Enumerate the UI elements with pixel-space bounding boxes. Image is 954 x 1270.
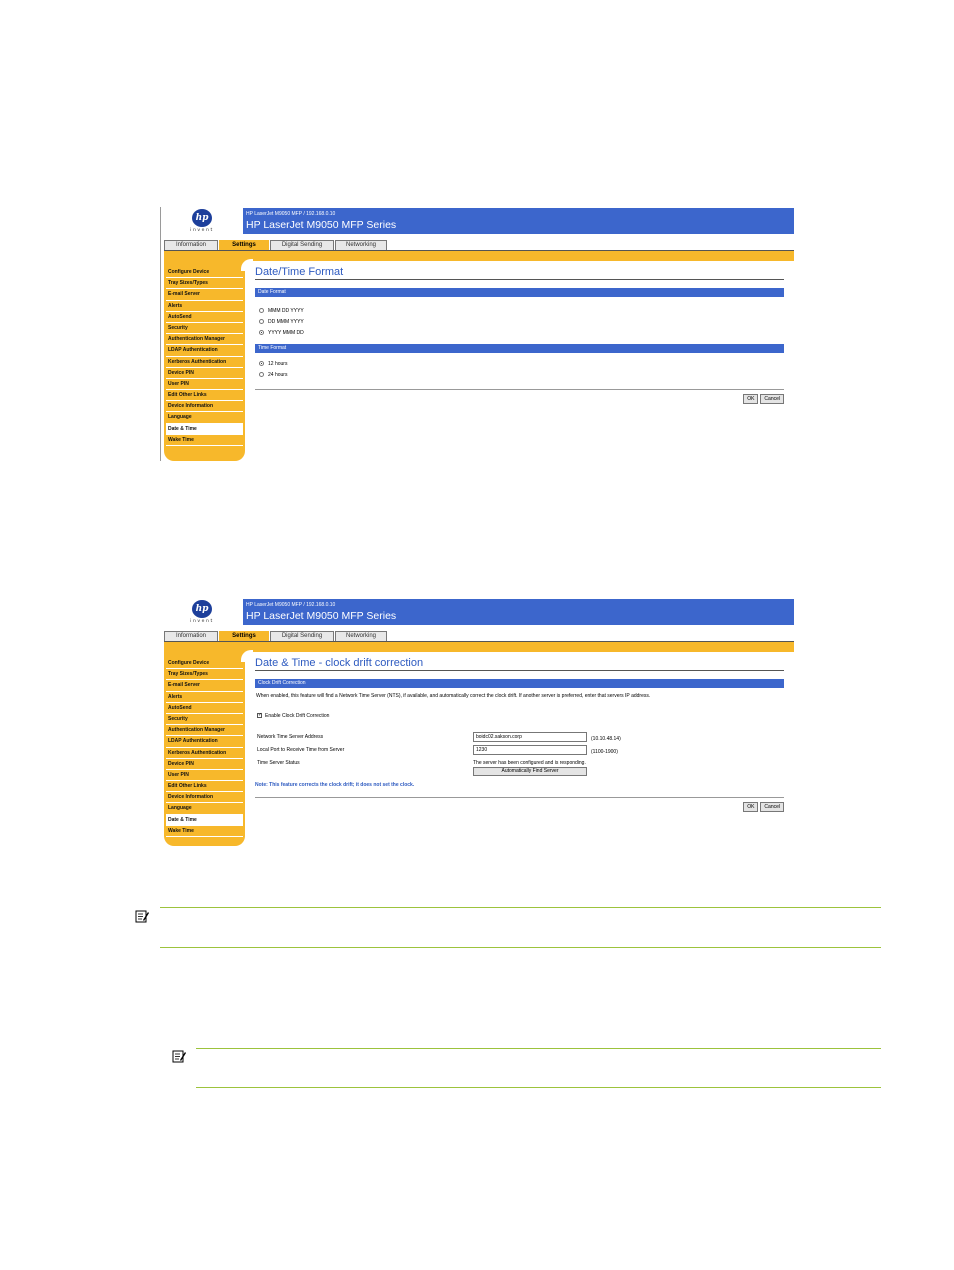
header-banner	[243, 208, 794, 234]
nts-address-input[interactable]: boidc02.sakson.corp	[473, 732, 587, 742]
sidebar-item-authentication-manager[interactable]: Authentication Manager	[166, 334, 243, 345]
enable-label: Enable Clock Drift Correction	[265, 713, 330, 719]
sidebar-item-configure-device[interactable]: Configure Device	[166, 658, 243, 669]
sidebar-item-security[interactable]: Security	[166, 714, 243, 725]
radio-time-1[interactable]	[259, 372, 264, 377]
sidebar-item-language[interactable]: Language	[166, 803, 243, 814]
tab-settings[interactable]: Settings	[219, 240, 269, 250]
sidebar-item-device-information[interactable]: Device Information	[166, 401, 243, 412]
status-row: Time Server Status The server has been configured and is responding. Automatically Find Server	[257, 760, 586, 774]
radio-date-0[interactable]	[259, 308, 264, 313]
header-banner	[243, 599, 794, 625]
main-content	[255, 265, 784, 404]
port-input[interactable]: 1230	[473, 745, 587, 755]
sidebar-item-configure-device[interactable]: Configure Device	[166, 267, 243, 278]
sidebar-item-user-pin[interactable]: User PIN	[166, 770, 243, 781]
device-title: HP LaserJet M9050 MFP Series	[246, 610, 397, 622]
note-block	[160, 907, 881, 948]
sidebar	[164, 642, 245, 846]
page-title: Date & Time - clock drift correction	[255, 656, 784, 671]
time-option-row[interactable]: 12 hours	[255, 358, 784, 369]
find-server-button[interactable]: Automatically Find Server	[473, 767, 587, 776]
sidebar-item-email-server[interactable]: E-mail Server	[166, 289, 243, 300]
divider	[255, 797, 784, 798]
hp-logo: hp invent	[180, 600, 224, 626]
tab-information[interactable]: Information	[164, 631, 218, 641]
sidebar-item-device-pin[interactable]: Device PIN	[166, 368, 243, 379]
header-strip	[243, 642, 794, 652]
description: When enabled, this feature will find a Network Time Server (NTS), if available, and automatically correct the clock drift. If another server is preferred, enter that servers IP address.	[256, 693, 651, 699]
sidebar-item-date-time[interactable]: Date & Time	[166, 424, 243, 435]
sidebar-item-user-pin[interactable]: User PIN	[166, 379, 243, 390]
left-rule	[160, 207, 161, 461]
sidebar-item-wake-time[interactable]: Wake Time	[166, 826, 243, 837]
header-strip	[243, 251, 794, 261]
hp-logo: hp invent	[180, 209, 224, 235]
sidebar-item-alerts[interactable]: Alerts	[166, 301, 243, 312]
page-title: Date/Time Format	[255, 265, 784, 280]
ok-button[interactable]: OK	[743, 802, 758, 812]
sidebar-item-language[interactable]: Language	[166, 412, 243, 423]
sidebar-item-email-server[interactable]: E-mail Server	[166, 680, 243, 691]
sidebar-item-kerberos[interactable]: Kerberos Authentication	[166, 748, 243, 759]
sidebar-item-ldap[interactable]: LDAP Authentication	[166, 345, 243, 356]
tab-bar	[164, 240, 388, 250]
device-address: HP LaserJet M9050 MFP / 192.168.0.10	[246, 211, 336, 217]
hp-logo-icon: hp	[192, 600, 212, 618]
tab-bar	[164, 631, 388, 641]
sidebar-item-tray-sizes[interactable]: Tray Sizes/Types	[166, 669, 243, 680]
cancel-button[interactable]: Cancel	[760, 802, 784, 812]
date-option-row[interactable]: MMM DD YYYY	[255, 305, 784, 316]
sidebar-item-security[interactable]: Security	[166, 323, 243, 334]
sidebar-item-wake-time[interactable]: Wake Time	[166, 435, 243, 446]
sidebar-item-device-pin[interactable]: Device PIN	[166, 759, 243, 770]
nts-row: Network Time Server Address boidc02.sakson.corp (10.10.48.14)	[257, 734, 621, 742]
port-row: Local Port to Receive Time from Server 1230 (1100-1900)	[257, 747, 618, 755]
sidebar-item-edit-links[interactable]: Edit Other Links	[166, 781, 243, 792]
radio-date-2[interactable]	[259, 330, 264, 335]
sidebar-item-autosend[interactable]: AutoSend	[166, 312, 243, 323]
tab-digital-sending[interactable]: Digital Sending	[270, 631, 334, 641]
tab-networking[interactable]: Networking	[335, 240, 387, 250]
divider	[255, 389, 784, 390]
sidebar-item-kerberos[interactable]: Kerberos Authentication	[166, 357, 243, 368]
note-icon	[135, 909, 149, 923]
sidebar-item-edit-links[interactable]: Edit Other Links	[166, 390, 243, 401]
date-option-row[interactable]: YYYY MMM DD	[255, 327, 784, 338]
main-content	[255, 656, 784, 812]
button-row	[255, 394, 784, 404]
date-time-format-screenshot	[160, 205, 794, 461]
drift-note: Note: This feature corrects the clock drift; it does not set the clock.	[255, 782, 415, 788]
time-format-section: Time Format	[255, 344, 784, 353]
sidebar-item-ldap[interactable]: LDAP Authentication	[166, 736, 243, 747]
cancel-button[interactable]: Cancel	[760, 394, 784, 404]
sidebar	[164, 251, 245, 461]
sidebar-item-date-time[interactable]: Date & Time	[166, 815, 243, 826]
device-title: HP LaserJet M9050 MFP Series	[246, 219, 397, 231]
sidebar-item-autosend[interactable]: AutoSend	[166, 703, 243, 714]
note-block	[196, 1048, 881, 1088]
tab-networking[interactable]: Networking	[335, 631, 387, 641]
date-option-row[interactable]: DD MMM YYYY	[255, 316, 784, 327]
radio-time-0[interactable]	[259, 361, 264, 366]
hp-logo-icon: hp	[192, 209, 212, 227]
device-address: HP LaserJet M9050 MFP / 192.168.0.10	[246, 602, 336, 608]
clock-drift-screenshot	[160, 596, 794, 846]
note-icon	[172, 1049, 186, 1063]
enable-row[interactable]	[255, 713, 784, 719]
sidebar-item-alerts[interactable]: Alerts	[166, 692, 243, 703]
sidebar-item-tray-sizes[interactable]: Tray Sizes/Types	[166, 278, 243, 289]
radio-date-1[interactable]	[259, 319, 264, 324]
ok-button[interactable]: OK	[743, 394, 758, 404]
sidebar-item-device-information[interactable]: Device Information	[166, 792, 243, 803]
date-format-section: Date Format	[255, 288, 784, 297]
tab-digital-sending[interactable]: Digital Sending	[270, 240, 334, 250]
button-row	[255, 802, 784, 812]
sidebar-item-authentication-manager[interactable]: Authentication Manager	[166, 725, 243, 736]
enable-checkbox[interactable]: ✓	[258, 712, 263, 719]
status-text: The server has been configured and is responding.	[473, 760, 586, 766]
clock-drift-section: Clock Drift Correction	[255, 679, 784, 688]
tab-settings[interactable]: Settings	[219, 631, 269, 641]
time-option-row[interactable]: 24 hours	[255, 369, 784, 380]
tab-information[interactable]: Information	[164, 240, 218, 250]
